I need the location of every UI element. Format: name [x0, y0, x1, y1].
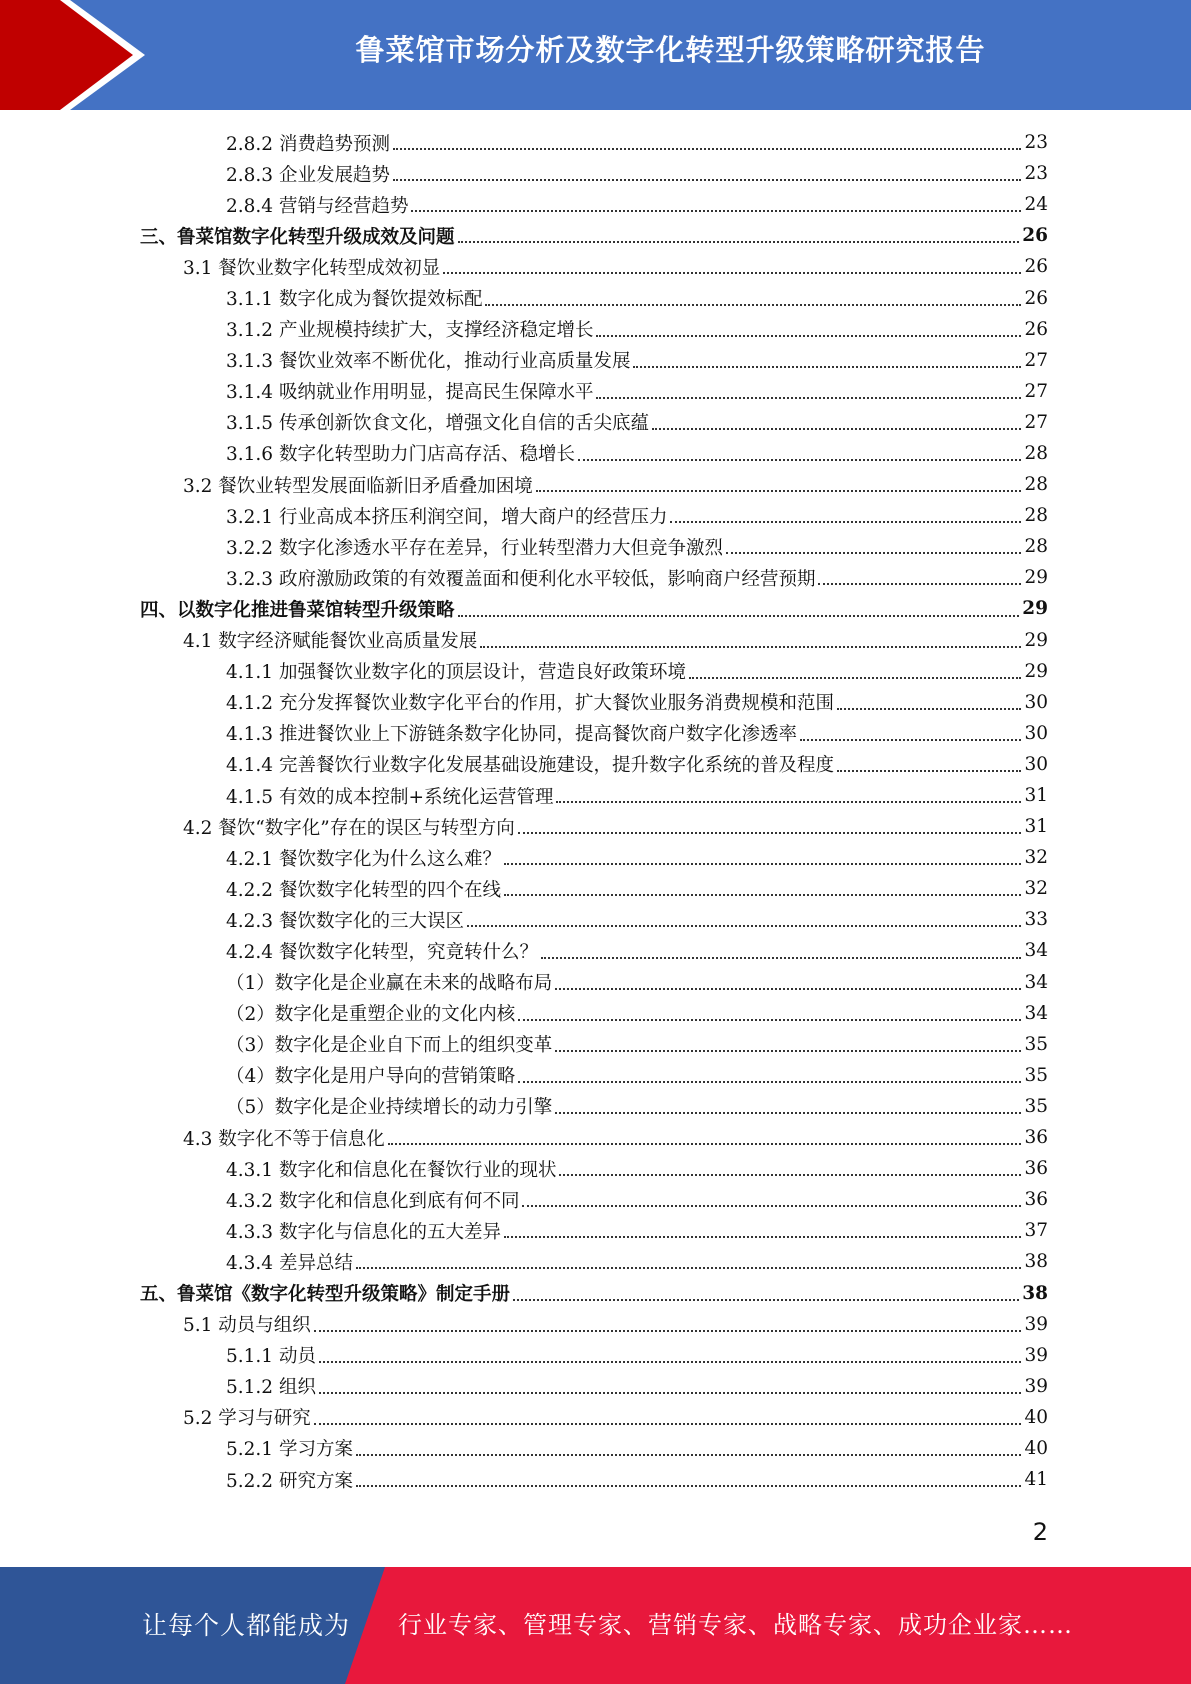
toc-leader-dots: [513, 1299, 1019, 1301]
toc-entry-page: 31: [1024, 816, 1048, 838]
toc-entry-label: 3.1.5 传承创新饮食文化，增强文化自信的舌尖底蕴: [226, 413, 649, 435]
toc-leader-dots: [522, 1205, 1021, 1207]
toc-leader-dots: [689, 677, 1021, 679]
toc-entry-page: 27: [1024, 380, 1048, 402]
toc-entry-page: 41: [1024, 1469, 1048, 1491]
toc-entry-page: 32: [1024, 847, 1048, 869]
toc-entry[interactable]: [140, 562, 1048, 593]
toc-entry-page: 23: [1024, 132, 1048, 154]
toc-leader-dots: [559, 1174, 1021, 1176]
page-footer: [0, 1567, 1191, 1684]
toc-entry-label: 3.1.6 数字化转型助力门店高存活、稳增长: [226, 444, 575, 466]
toc-entry[interactable]: [140, 1340, 1048, 1371]
toc-entry[interactable]: [140, 531, 1048, 562]
toc-leader-dots: [837, 770, 1021, 772]
toc-leader-dots: [555, 1112, 1021, 1114]
toc-entry[interactable]: [140, 1153, 1048, 1184]
toc-entry-label: 5.1 动员与组织: [183, 1315, 311, 1337]
toc-entry-label: 4.1.5 有效的成本控制+系统化运营管理: [226, 786, 554, 808]
toc-entry-page: 28: [1024, 442, 1048, 464]
toc-entry[interactable]: [140, 998, 1048, 1029]
toc-entry-label: 2.8.2 消费趋势预测: [226, 133, 390, 155]
toc-entry-label: 3.1.1 数字化成为餐饮提效标配: [226, 289, 483, 311]
toc-entry-label: 3.2.2 数字化渗透水平存在差异，行业转型潜力大但竞争激烈: [226, 537, 723, 559]
toc-entry-label: （2）数字化是重塑企业的文化内核: [226, 1004, 516, 1026]
toc-leader-dots: [319, 1361, 1022, 1363]
toc-leader-dots: [504, 894, 1021, 896]
toc-entry-label: 3.1.2 产业规模持续扩大，支撑经济稳定增长: [226, 320, 594, 342]
toc-leader-dots: [652, 428, 1021, 430]
toc-entry[interactable]: [140, 687, 1048, 718]
toc-entry[interactable]: [140, 469, 1048, 500]
toc-leader-dots: [518, 832, 1022, 834]
toc-leader-dots: [504, 863, 1021, 865]
toc-entry-label: 4.2.3 餐饮数字化的三大误区: [226, 910, 464, 932]
toc-entry-page: 28: [1024, 536, 1048, 558]
toc-entry-page: 26: [1024, 287, 1048, 309]
toc-entry-page: 31: [1024, 785, 1048, 807]
toc-entry[interactable]: [140, 811, 1048, 842]
toc-entry-label: （4）数字化是用户导向的营销策略: [226, 1066, 516, 1088]
toc-leader-dots: [480, 646, 1021, 648]
toc-entry-label: 3.2 餐饮业转型发展面临新旧矛盾叠加困境: [183, 475, 533, 497]
toc-entry[interactable]: [140, 656, 1048, 687]
toc-entry-label: 2.8.3 企业发展趋势: [226, 164, 390, 186]
toc-leader-dots: [504, 1236, 1021, 1238]
toc-entry-page: 35: [1024, 1095, 1048, 1117]
toc-entry-page: 34: [1024, 940, 1048, 962]
page-header: [0, 0, 1191, 110]
toc-entry-label: 4.3.3 数字化与信息化的五大差异: [226, 1221, 501, 1243]
toc-entry[interactable]: [140, 1184, 1048, 1215]
toc-entry-label: 4.3.4 差异总结: [226, 1252, 353, 1274]
toc-leader-dots: [541, 957, 1021, 959]
toc-entry-page: 29: [1024, 567, 1048, 589]
toc-leader-dots: [388, 1143, 1022, 1145]
toc-leader-dots: [393, 148, 1021, 150]
toc-entry[interactable]: [140, 842, 1048, 873]
toc-entry-label: 4.2 餐饮“数字化”存在的误区与转型方向: [183, 817, 515, 839]
page-number: 2: [1032, 1518, 1048, 1546]
toc-entry-label: 4.3.1 数字化和信息化在餐饮行业的现状: [226, 1159, 557, 1181]
toc-entry[interactable]: [140, 220, 1048, 251]
toc-entry-label: 4.1.1 加强餐饮业数字化的顶层设计，营造良好政策环境: [226, 662, 686, 684]
toc-entry-label: 4.2.4 餐饮数字化转型，究竟转什么？: [226, 941, 538, 963]
toc-entry-label: 4.1 数字经济赋能餐饮业高质量发展: [183, 631, 478, 653]
toc-entry-page: 37: [1024, 1220, 1048, 1242]
toc-entry[interactable]: [140, 749, 1048, 780]
table-of-contents: [140, 127, 1048, 1495]
toc-entry-label: 4.3 数字化不等于信息化: [183, 1128, 385, 1150]
toc-entry-label: （5）数字化是企业持续增长的动力引擎: [226, 1097, 553, 1119]
toc-entry-page: 23: [1024, 163, 1048, 185]
toc-entry[interactable]: [140, 1277, 1048, 1308]
toc-entry-label: 4.3.2 数字化和信息化到底有何不同: [226, 1190, 520, 1212]
toc-entry[interactable]: [140, 251, 1048, 282]
toc-leader-dots: [555, 1050, 1021, 1052]
toc-leader-dots: [356, 1267, 1022, 1269]
toc-entry-page: 40: [1024, 1437, 1048, 1459]
toc-entry-page: 29: [1024, 660, 1048, 682]
toc-leader-dots: [555, 988, 1021, 990]
toc-entry[interactable]: [140, 282, 1048, 313]
toc-entry[interactable]: [140, 935, 1048, 966]
toc-entry-label: 四、以数字化推进鲁菜馆转型升级策略: [140, 599, 455, 621]
toc-entry-page: 39: [1024, 1344, 1048, 1366]
toc-entry-page: 26: [1022, 225, 1048, 247]
toc-leader-dots: [556, 801, 1021, 803]
toc-entry-label: 4.1.2 充分发挥餐饮业数字化平台的作用，扩大餐饮业服务消费规模和范围: [226, 693, 834, 715]
toc-entry-label: 2.8.4 营销与经营趋势: [226, 195, 409, 217]
toc-leader-dots: [596, 397, 1021, 399]
toc-entry-page: 39: [1024, 1375, 1048, 1397]
toc-entry-page: 27: [1024, 349, 1048, 371]
toc-entry-page: 32: [1024, 878, 1048, 900]
toc-leader-dots: [458, 241, 1020, 243]
toc-leader-dots: [393, 179, 1021, 181]
toc-leader-dots: [726, 552, 1021, 554]
footer-slogan-left: 让每个人都能成为: [142, 1611, 351, 1640]
toc-entry-label: 5.1.2 组织: [226, 1377, 316, 1399]
toc-entry-label: 3.1 餐饮业数字化转型成效初显: [183, 257, 441, 279]
toc-entry[interactable]: [140, 625, 1048, 656]
report-title: 鲁菜馆市场分析及数字化转型升级策略研究报告: [355, 33, 986, 67]
toc-entry-label: （1）数字化是企业赢在未来的战略布局: [226, 973, 553, 995]
toc-leader-dots: [633, 366, 1021, 368]
toc-entry-page: 28: [1024, 474, 1048, 496]
toc-leader-dots: [467, 925, 1021, 927]
toc-entry-label: 5.2.2 研究方案: [226, 1470, 353, 1492]
toc-entry[interactable]: [140, 718, 1048, 749]
toc-entry-label: 4.1.3 推进餐饮业上下游链条数字化协同，提高餐饮商户数字化渗透率: [226, 724, 797, 746]
toc-entry[interactable]: [140, 904, 1048, 935]
toc-entry-page: 24: [1024, 194, 1048, 216]
toc-entry[interactable]: [140, 1309, 1048, 1340]
toc-leader-dots: [314, 1330, 1022, 1332]
toc-entry-page: 35: [1024, 1064, 1048, 1086]
toc-entry-page: 38: [1022, 1282, 1048, 1304]
toc-entry-label: 5.2.1 学习方案: [226, 1439, 353, 1461]
toc-entry[interactable]: [140, 1402, 1048, 1433]
toc-leader-dots: [800, 739, 1021, 741]
toc-entry-label: （3）数字化是企业自下而上的组织变革: [226, 1035, 553, 1057]
toc-entry[interactable]: [140, 158, 1048, 189]
toc-entry-page: 30: [1024, 722, 1048, 744]
toc-entry-label: 3.1.4 吸纳就业作用明显，提高民生保障水平: [226, 382, 594, 404]
toc-leader-dots: [518, 1019, 1021, 1021]
toc-entry[interactable]: [140, 127, 1048, 158]
toc-entry[interactable]: [140, 1215, 1048, 1246]
toc-entry-label: 三、鲁菜馆数字化转型升级成效及问题: [140, 226, 455, 248]
toc-entry[interactable]: [140, 1464, 1048, 1495]
toc-entry[interactable]: [140, 345, 1048, 376]
toc-leader-dots: [818, 583, 1021, 585]
toc-entry-page: 28: [1024, 505, 1048, 527]
toc-leader-dots: [411, 210, 1021, 212]
toc-entry-page: 34: [1024, 971, 1048, 993]
footer-slogan-right: 行业专家、管理专家、营销专家、战略专家、成功企业家……: [398, 1611, 1073, 1639]
toc-entry-page: 26: [1024, 318, 1048, 340]
toc-entry-label: 4.2.1 餐饮数字化为什么这么难？: [226, 848, 501, 870]
toc-entry-page: 39: [1024, 1313, 1048, 1335]
toc-entry-page: 30: [1024, 753, 1048, 775]
toc-entry-label: 4.1.4 完善餐饮行业数字化发展基础设施建设，提升数字化系统的普及程度: [226, 755, 834, 777]
toc-entry-page: 36: [1024, 1127, 1048, 1149]
toc-leader-dots: [314, 1423, 1022, 1425]
toc-entry[interactable]: [140, 1122, 1048, 1153]
toc-entry-page: 35: [1024, 1033, 1048, 1055]
toc-leader-dots: [356, 1485, 1022, 1487]
toc-entry[interactable]: [140, 593, 1048, 624]
toc-entry[interactable]: [140, 780, 1048, 811]
toc-leader-dots: [518, 1081, 1021, 1083]
toc-leader-dots: [319, 1392, 1022, 1394]
toc-entry-page: 26: [1024, 256, 1048, 278]
toc-entry-page: 36: [1024, 1158, 1048, 1180]
toc-leader-dots: [443, 272, 1021, 274]
toc-leader-dots: [596, 335, 1021, 337]
toc-entry-page: 27: [1024, 411, 1048, 433]
toc-entry-page: 30: [1024, 691, 1048, 713]
toc-leader-dots: [578, 459, 1021, 461]
toc-entry[interactable]: [140, 376, 1048, 407]
toc-entry-page: 29: [1022, 598, 1048, 620]
toc-entry[interactable]: [140, 1091, 1048, 1122]
toc-entry[interactable]: [140, 873, 1048, 904]
toc-leader-dots: [837, 708, 1021, 710]
toc-entry[interactable]: [140, 407, 1048, 438]
toc-leader-dots: [485, 304, 1021, 306]
toc-entry-label: 4.2.2 餐饮数字化转型的四个在线: [226, 879, 501, 901]
toc-entry-label: 5.1.1 动员: [226, 1346, 316, 1368]
toc-entry[interactable]: [140, 438, 1048, 469]
toc-entry[interactable]: [140, 1060, 1048, 1091]
toc-entry-page: 40: [1024, 1406, 1048, 1428]
toc-entry[interactable]: [140, 1246, 1048, 1277]
toc-entry[interactable]: [140, 1371, 1048, 1402]
toc-entry[interactable]: [140, 314, 1048, 345]
toc-entry[interactable]: [140, 1029, 1048, 1060]
toc-entry-label: 3.2.1 行业高成本挤压利润空间，增大商户的经营压力: [226, 506, 668, 528]
toc-entry[interactable]: [140, 1433, 1048, 1464]
toc-entry-page: 36: [1024, 1189, 1048, 1211]
toc-entry-page: 33: [1024, 909, 1048, 931]
toc-entry[interactable]: [140, 189, 1048, 220]
toc-leader-dots: [536, 490, 1022, 492]
toc-entry-label: 5.2 学习与研究: [183, 1408, 311, 1430]
toc-entry[interactable]: [140, 967, 1048, 998]
toc-entry-label: 3.1.3 餐饮业效率不断优化，推动行业高质量发展: [226, 351, 631, 373]
toc-entry[interactable]: [140, 500, 1048, 531]
toc-leader-dots: [458, 615, 1020, 617]
toc-entry-label: 3.2.3 政府激励政策的有效覆盖面和便利化水平较低，影响商户经营预期: [226, 568, 816, 590]
toc-entry-label: 五、鲁菜馆《数字化转型升级策略》制定手册: [140, 1284, 511, 1306]
toc-entry-page: 38: [1024, 1251, 1048, 1273]
toc-entry-page: 29: [1024, 629, 1048, 651]
toc-leader-dots: [356, 1454, 1022, 1456]
toc-leader-dots: [670, 521, 1021, 523]
toc-entry-page: 34: [1024, 1002, 1048, 1024]
